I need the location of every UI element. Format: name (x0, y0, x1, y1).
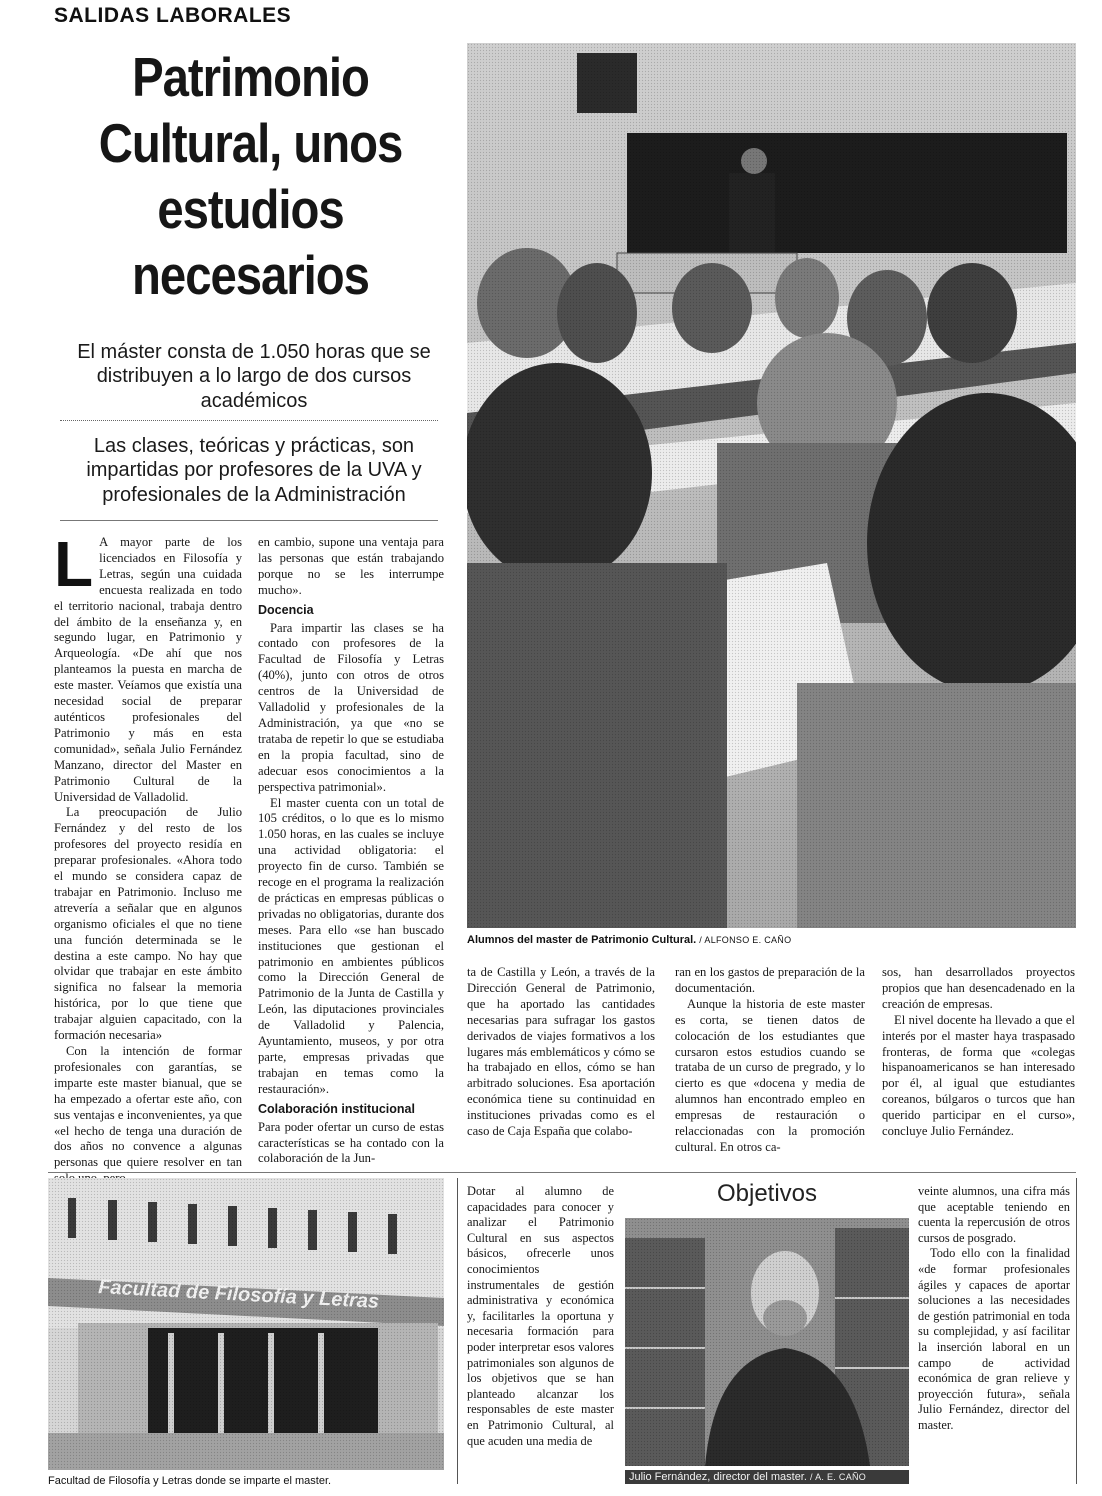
article-column-2 (258, 535, 444, 1167)
classroom-caption-credit: / ALFONSO E. CAÑO (699, 935, 792, 945)
article-col3-p1: ta de Castilla y León, a través de la Dirección General de Patrimonio, que ha aportado las cantidades necesarias para sufragar los gastos derivados de viajes formativos a los lugares más emblemáticos y cómo se ha trabajado en ellos, cómo se han arbitrado soluciones. Esa aportación económica tiene su continuidad en instituciones privadas como es el caso de Caja España que colabo- (467, 965, 655, 1139)
faculty-photo-caption: Facultad de Filosofía y Letras donde se imparte el master. (48, 1475, 332, 1487)
objetivos-col3-p2: Todo ello con la finalidad «de formar profesionales ágiles y capaces de aportar soluciones a las necesidades de gestión patrimonial en toda su complejidad, y así facilitar la inserción laboral en un campo de actividad económica de gran relieve y proyección futura», señala Julio Fernández, director del master. (918, 1246, 1070, 1432)
article-col1-p2: La preocupación de Julio Fernández y del resto de los profesores del proyecto residía en preparar profesionales. «Ahora todo el mundo se considera capaz de trabajar en Patrimonio. Incluso me atrevería a señalar que en algunos organismo oficiales el que no tiene una función determinada se le destina a este campo. No hay que olvidar que trabajar en este ámbito significa no falsear la memoria histórica, por lo que tiene que trabajar alguien capacitado, con la formación necesaria» (54, 805, 242, 1043)
box-left-border (457, 1178, 459, 1484)
article-col4-p1: ran en los gastos de preparación de la documentación. (675, 965, 865, 995)
portrait-caption-text: Julio Fernández, director del master. (629, 1471, 807, 1483)
deck-divider (60, 420, 438, 421)
article-col5-p2: El nivel docente ha llevado a que el interés por el master haya traspasado fronteras, de forma que «colegas hispanoamericanos se han interesado por él, al igual que estudiantes coreanos, búlgaros o turcos que han querido participar en el curso», concluye Julio Fernández. (882, 1012, 1075, 1139)
article-col1-p1: A mayor parte de los licenciados en Filosofía y Letras, según una cuidada encuesta realizada en todo el territorio nacional, trabaja dentro del ámbito de la enseñanza y, en segundo lugar, en Patrimonio y Arqueología. «De ahí que nos planteamos la puesta en marcha de este master. Veíamos que existía una necesidad social de preparar auténticos profesionales del Patrimonio y más en esta comunidad», señala Julio Fernández Manzano, director del Master en Patrimonio Cultural de la Universidad de Valladolid. (54, 535, 242, 804)
director-portrait-caption (625, 1470, 909, 1484)
article-col2-p1: en cambio, supone una ventaja para las personas que están trabajando porque no se les interrumpe mucho». (258, 535, 444, 597)
director-portrait-photo (625, 1218, 909, 1466)
article-col2-p4: Para poder ofertar un curso de estas características se ha contado con la colaboración de la Jun- (258, 1119, 444, 1166)
classroom-photo (467, 43, 1076, 928)
subhead-colaboracion: Colaboración institucional (258, 1101, 415, 1116)
article-col1-p3: Con la intención de formar profesionales con garantías, se imparte este master bianual, que se ha empezado a ofertar este año, con sus ventajas e inconvenientes, ya que «el hecho de tenga una duración de dos años no convence a algunas personas que quiere resolver en tan (54, 1044, 242, 1170)
objetivos-title: Objetivos (716, 1180, 818, 1207)
article-col4-p2: Aunque la historia de este master es corta, se tienen datos de colocación de los estudiantes que cursaron estos estudios cuando se trataba de un curso de pregrado, y lo cierto es que «docena y media de alumnos han encontrado empleo en empresas de restauración o relaccionadas con la promoción cultural. En otros ca- (675, 996, 865, 1154)
article-col2-p2: Para impartir las clases se ha contado con profesores de la Facultad de Filosofía y Letras (40%), junto con otros de otros centros de la Universidad de Valladolid y profesionales de la Administración, ya que «no se trataba de repetir lo que se estudiaba en la propia facultad, sino de adecuar esos conocimientos a la perspectiva patrimonial». (258, 620, 444, 794)
objetivos-col3-p1: veinte alumnos, una cifra más que aceptable teniendo en cuenta la repercusión de otros cursos de posgrado. (918, 1184, 1070, 1245)
objetivos-col1-text: Dotar al alumno de capacidades para conocer y analizar el Patrimonio Cultural en sus aspectos básicos, ofrecerle unos conocimientos instrumentales de gestión administrativa y económica y, facilitarles la oportuna y necesaria formación para poder interpretar esos valores patrimoniales son algunos de los objetivos que se han planteado alcanzar los responsables de este master en Patrimonio Cultural, al que acuden una media de (467, 1184, 614, 1448)
objetivos-column-3 (918, 1184, 1070, 1434)
classroom-caption-text: Alumnos del master de Patrimonio Cultural. (467, 934, 697, 946)
article-column-4 (675, 965, 865, 1156)
faculty-building-image (48, 1178, 444, 1470)
classroom-photo-image (467, 43, 1076, 928)
deck-primary: El máster consta de 1.050 horas que se distribuyen a lo largo de dos cursos académicos (77, 341, 431, 412)
classroom-photo-caption (467, 934, 1076, 946)
article-column-1 (54, 528, 242, 1187)
article-col5-p1: sos, han desarrollados proyectos propios que han desencadenado en la creación de empresas. (882, 965, 1075, 1011)
deck-bottom-rule (60, 520, 438, 521)
article-column-3 (467, 965, 655, 1140)
faculty-building-photo (48, 1178, 444, 1470)
deck-secondary: Las clases, teóricas y prácticas, son impartidas por profesores de la UVA y profesionales de la Administración (86, 435, 422, 506)
dropcap: L (54, 528, 94, 600)
section-label: SALIDAS LABORALES (54, 4, 292, 27)
article-column-5 (882, 965, 1075, 1140)
box-right-border (1076, 1178, 1078, 1484)
director-portrait-image (625, 1218, 909, 1466)
subhead-docencia: Docencia (258, 602, 314, 617)
article-col2-p3: El master cuenta con un total de 105 créditos, o lo que es lo mismo 1.050 horas, en las cuales se incluye una actividad obligatoria: el proyecto fin de curso. También se recoge en el programa la realización de prácticas en empresas públicas o privadas no obligatorias, durante dos meses. Para ello «se han buscado instituciones que gestionan el patrimonio en ambientes públicos como la Dirección General de Patrimonio de la Junta de Castilla y León, las diputaciones provinciales de Valladolid y Palencia, Ayuntamiento, museos, y por otra parte, empresas privadas que trabajan en temas como la restauración». (258, 795, 444, 1096)
bottom-section-rule (48, 1172, 1076, 1173)
portrait-caption-credit: / A. E. CAÑO (809, 1472, 867, 1482)
objetivos-column-1 (467, 1184, 614, 1449)
headline: Patrimonio Cultural, unos estudios necesarios (98, 46, 403, 306)
